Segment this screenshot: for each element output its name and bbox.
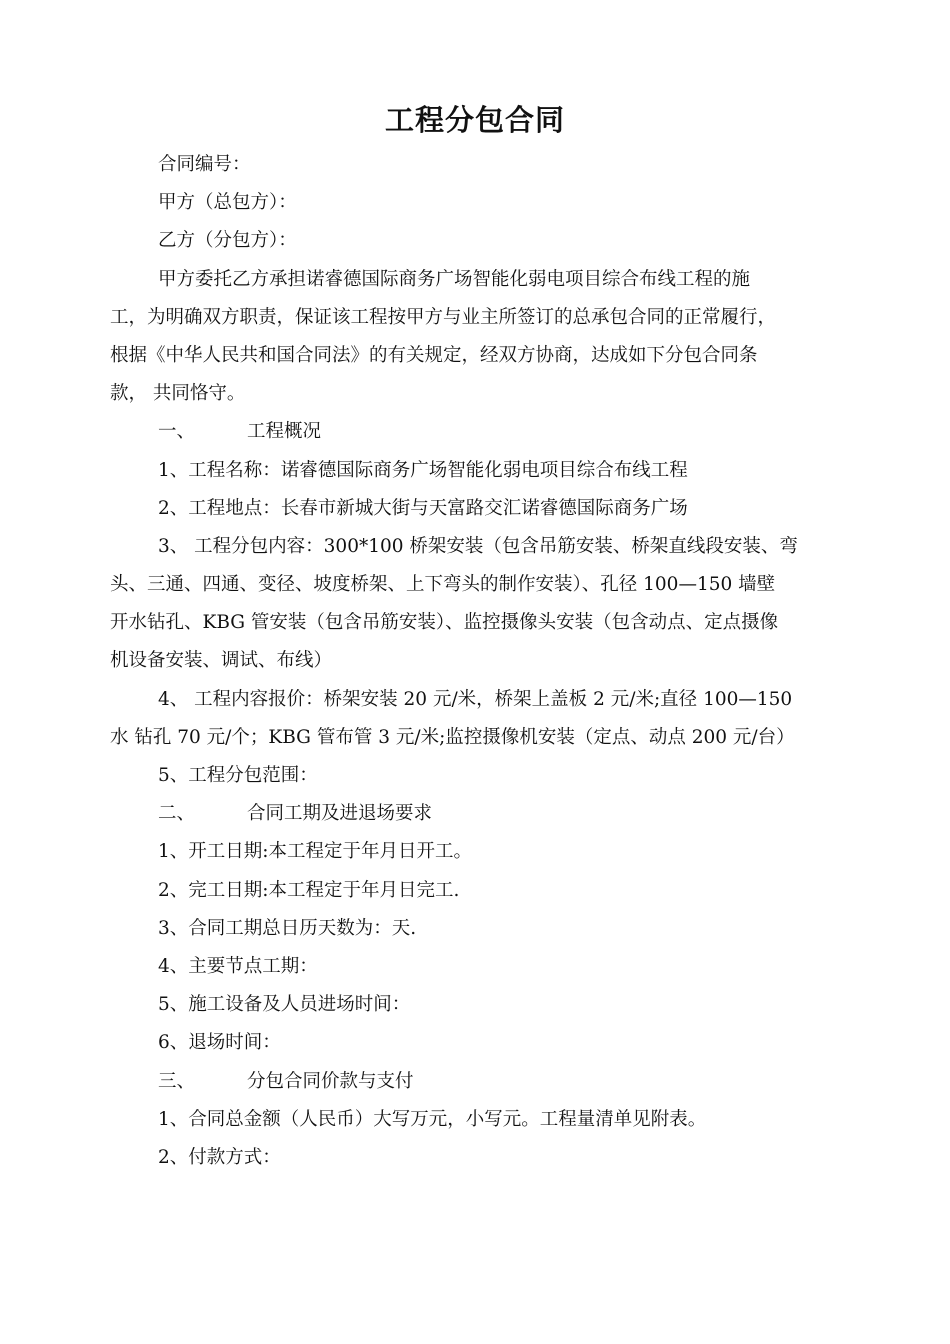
document-body bbox=[110, 146, 845, 1177]
intro-paragraph-line: 工，为明确双方职责，保证该工程按甲方与业主所签订的总承包合同的正常履行， bbox=[110, 306, 777, 328]
section1-item-3-line: 头、三通、四通、变径、坡度桥架、上下弯头的制作安装）、孔径 100—150 墙壁 bbox=[110, 574, 776, 596]
section-title: 分包合同价款与支付 bbox=[247, 1070, 414, 1092]
section1-item-3-line: 3、 工程分包内容：300*100 桥架安装（包含吊筋安装、桥架直线段安装、弯 bbox=[158, 535, 798, 557]
section-title: 工程概况 bbox=[247, 421, 322, 443]
intro-paragraph-line: 款， 共同恪守。 bbox=[110, 383, 246, 405]
section3-item: 2、付款方式： bbox=[158, 1146, 281, 1168]
section2-item: 1、开工日期:本工程定于年月日开工。 bbox=[158, 841, 473, 863]
section2-item: 3、合同工期总日历天数为：天. bbox=[158, 917, 417, 939]
section1-item-4-line: 水 钻孔 70 元/个；KBG 管布管 3 元/米;监控摄像机安装（定点、动点 200 元/台） bbox=[110, 726, 795, 748]
section2-item: 6、退场时间： bbox=[158, 1032, 281, 1054]
section-number: 三、 bbox=[158, 1070, 196, 1092]
section2-item: 2、完工日期:本工程定于年月日完工. bbox=[158, 879, 460, 901]
section1-item-4-line: 4、 工程内容报价：桥架安装 20 元/米，桥架上盖板 2 元/米;直径 100—150 bbox=[158, 688, 793, 710]
section1-item-5: 5、工程分包范围： bbox=[158, 765, 318, 786]
party-b-line: 乙方（分包方）： bbox=[158, 230, 297, 252]
section1-item-3-line: 机设备安装、调试、布线） bbox=[110, 650, 333, 672]
section-heading-1 bbox=[110, 413, 845, 451]
intro-paragraph-line: 根据《中华人民共和国合同法》的有关规定，经双方协商，达成如下分包合同条 bbox=[110, 344, 758, 366]
document-title: 工程分包合同 bbox=[384, 103, 565, 137]
section1-item-3-line: 开水钻孔、KBG 管安装（包含吊筋安装）、监控摄像头安装（包含动点、定点摄像 bbox=[110, 612, 779, 634]
section1-item-2: 2、工程地点：长春市新城大街与天富路交汇诺睿德国际商务广场 bbox=[158, 497, 688, 519]
section2-item: 4、主要节点工期： bbox=[158, 955, 318, 977]
party-a-line: 甲方（总包方）： bbox=[158, 192, 297, 214]
section-title: 合同工期及进退场要求 bbox=[247, 803, 433, 825]
contract-number-line: 合同编号： bbox=[158, 154, 251, 175]
section-heading-3 bbox=[110, 1063, 845, 1101]
section-number: 二、 bbox=[158, 803, 196, 825]
intro-paragraph-line: 甲方委托乙方承担诺睿德国际商务广场智能化弱电项目综合布线工程的施 bbox=[158, 268, 751, 290]
section-number: 一、 bbox=[158, 421, 196, 443]
section2-item: 5、施工设备及人员进场时间： bbox=[158, 994, 411, 1016]
section1-item-1: 1、工程名称：诺睿德国际商务广场智能化弱电项目综合布线工程 bbox=[158, 459, 688, 481]
section-heading-2 bbox=[110, 795, 845, 833]
section3-item: 1、合同总金额（人民币）大写万元，小写元。工程量清单见附表。 bbox=[158, 1108, 707, 1130]
